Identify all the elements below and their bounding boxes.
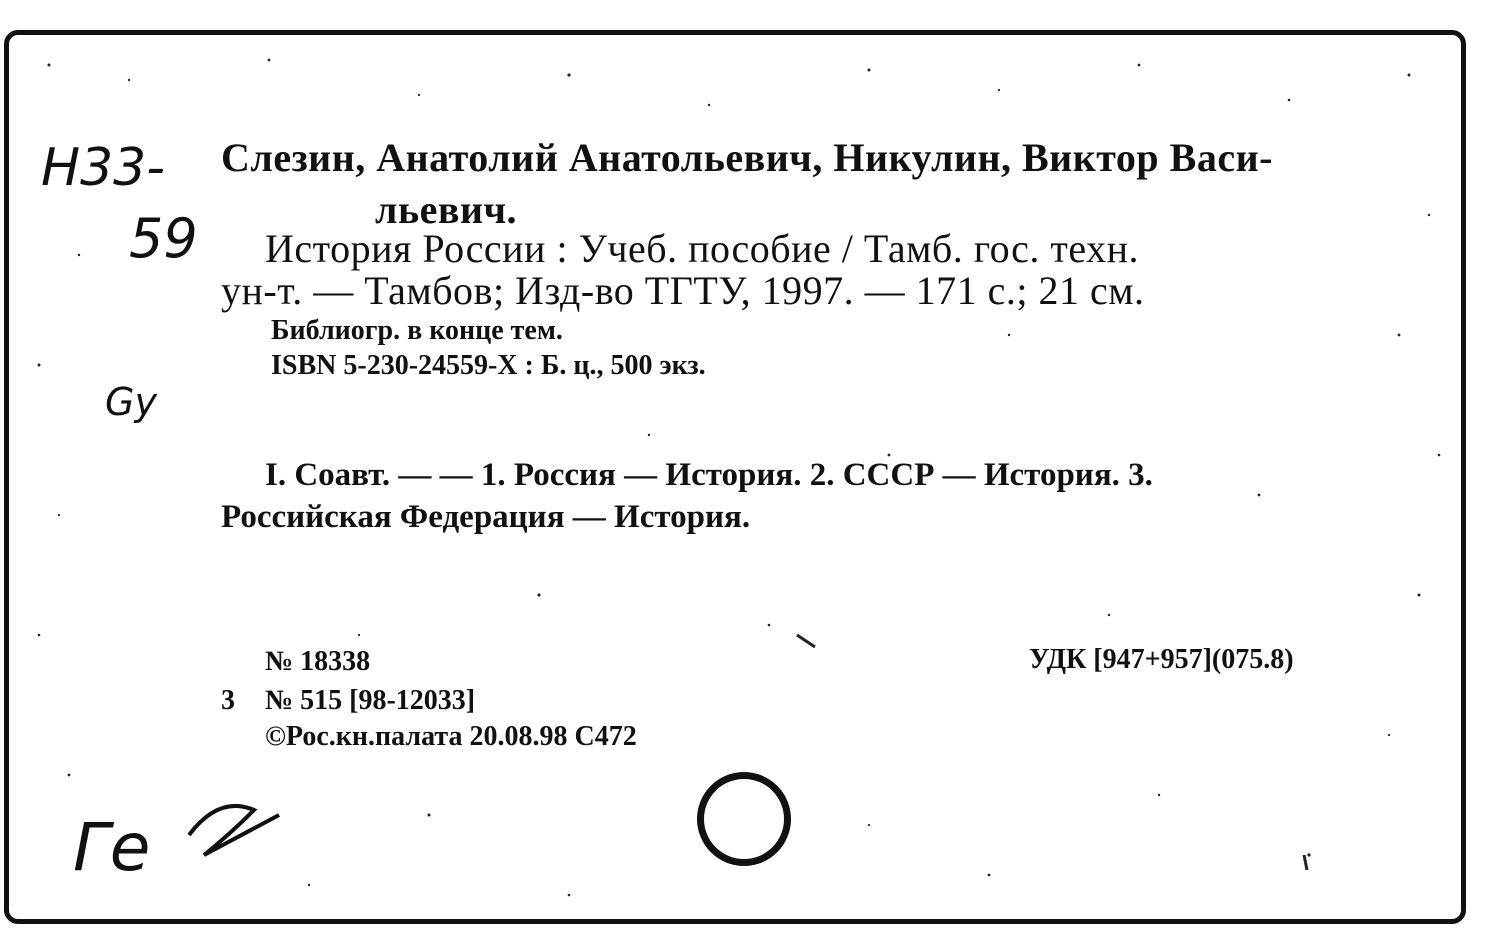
svg-text:Gy: Gy: [105, 380, 157, 424]
card-prefix-number: 3: [221, 685, 235, 716]
subjects-line-1: I. Соавт. — — 1. Россия — История. 2. СССР — История. 3.: [265, 457, 1153, 493]
title-line-2: ун-т. — Тамбов; Изд-во ТГТУ, 1997. — 171 с.; 21 см.: [221, 268, 1145, 313]
udc-classification: УДК [947+957](075.8): [1029, 644, 1294, 675]
title-line-1: История России : Учеб. пособие / Тамб. гос. техн.: [265, 226, 1140, 271]
registration-number: № 18338: [265, 646, 371, 677]
subjects-line-2: Российская Федерация — История.: [221, 499, 751, 535]
handwritten-mark-bottom: [69, 775, 289, 895]
svg-text:Н33-: Н33-: [41, 138, 166, 198]
svg-text:59: 59: [129, 207, 198, 267]
author-line-1: Слезин, Анатолий Анатольевич, Никулин, Виктор Васи-: [221, 135, 1273, 180]
handwritten-call-number: [37, 127, 207, 267]
handwritten-mark-middle: [101, 365, 201, 455]
order-number: № 515 [98-12033]: [265, 685, 476, 716]
svg-text:Ге: Ге: [73, 809, 151, 886]
punch-hole: [697, 772, 791, 866]
copyright-line: ©Рос.кн.палата 20.08.98 С472: [265, 721, 637, 752]
bibliography-note: Библиогр. в конце тем.: [271, 315, 563, 346]
catalog-card: [4, 30, 1466, 924]
isbn-line: ISBN 5-230-24559-X : Б. ц., 500 экз.: [271, 350, 706, 381]
author-line-2: льевич.: [375, 187, 518, 232]
